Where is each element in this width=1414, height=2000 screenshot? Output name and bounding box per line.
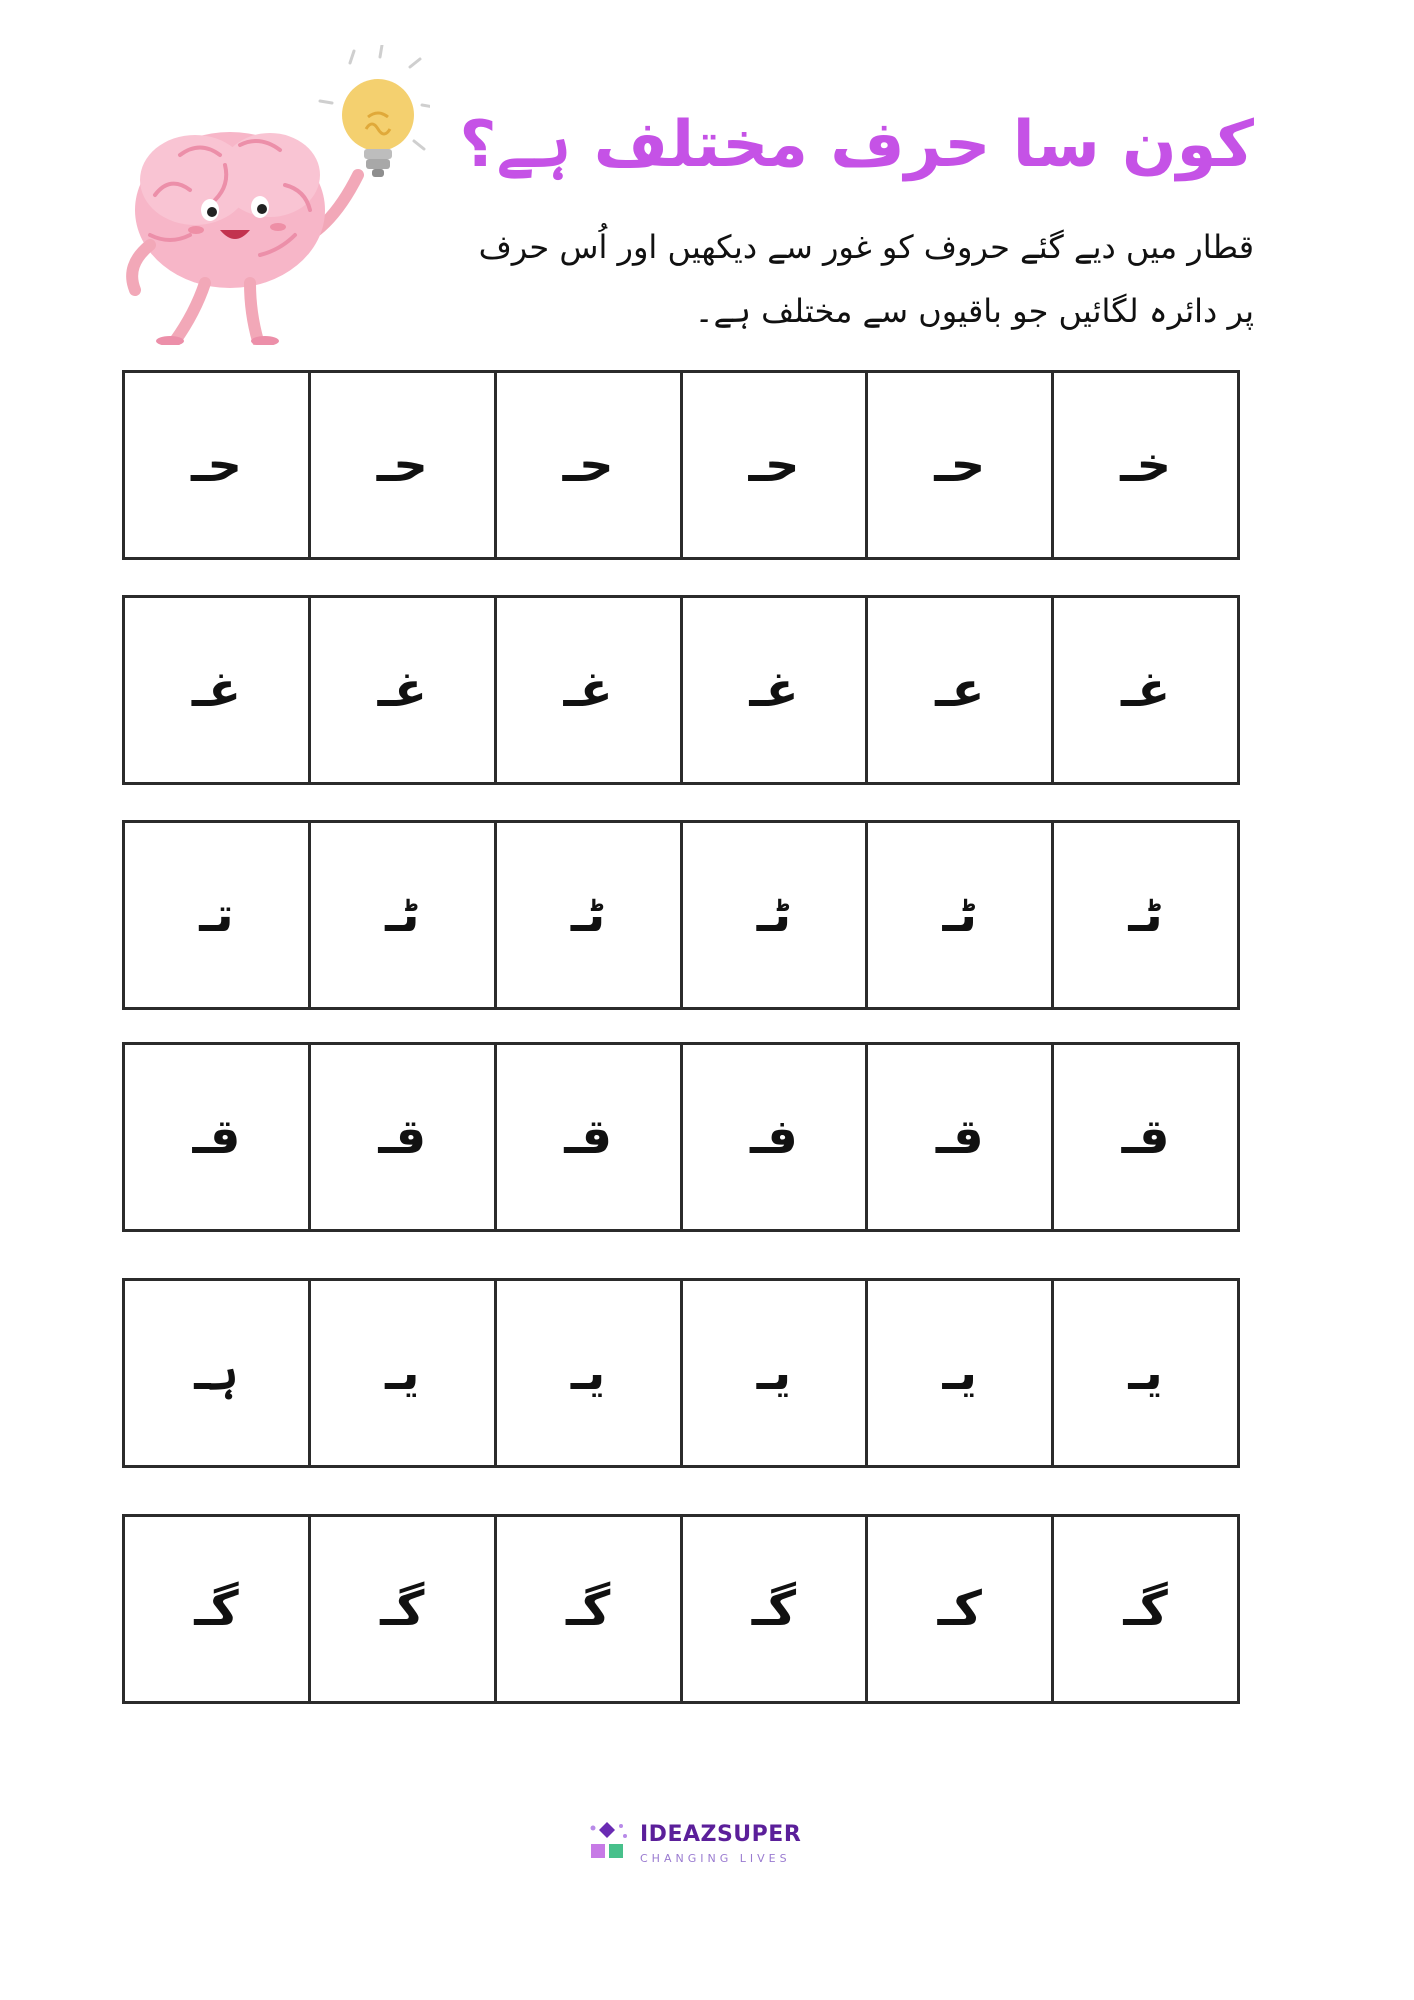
letter-cell[interactable]: گـ	[494, 1517, 680, 1701]
letter-cell[interactable]: قـ	[494, 1045, 680, 1229]
brand-name: IDEAZSUPER	[640, 1822, 802, 1847]
letter-row-4	[122, 1042, 1240, 1232]
letter-cell[interactable]: غـ	[1051, 598, 1237, 782]
letter-cell[interactable]: یـ	[1051, 1281, 1237, 1465]
letter-cell[interactable]: حـ	[494, 373, 680, 557]
letter-cell[interactable]: حـ	[190, 437, 242, 493]
letter-cell[interactable]: گـ	[194, 1581, 239, 1637]
letter-row-6	[122, 1514, 1240, 1704]
letter-cell[interactable]: قـ	[865, 1045, 1051, 1229]
letter-cell[interactable]: تـ	[199, 887, 234, 943]
letter-cell[interactable]: گـ	[680, 1517, 866, 1701]
letter-cell[interactable]: کـ	[865, 1517, 1051, 1701]
letter-cell[interactable]: یـ	[308, 1281, 494, 1465]
letter-cell[interactable]: ٹـ	[494, 823, 680, 1007]
letter-cell[interactable]: گـ	[308, 1517, 494, 1701]
letter-cell[interactable]: گـ	[1051, 1517, 1237, 1701]
letter-row-3	[122, 820, 1240, 1010]
letter-cell[interactable]: قـ	[308, 1045, 494, 1229]
letter-row-2	[122, 595, 1240, 785]
worksheet-instructions	[334, 215, 1254, 343]
letter-cell[interactable]: حـ	[680, 373, 866, 557]
brand-mark-icon	[585, 1818, 635, 1868]
instruction-line-2: پر دائرہ لگائیں جو باقیوں سے مختلف ہے۔	[694, 292, 1254, 330]
letter-cell[interactable]: ٹـ	[308, 823, 494, 1007]
letter-cell[interactable]: ٹـ	[865, 823, 1051, 1007]
letter-cell[interactable]: قـ	[1051, 1045, 1237, 1229]
letter-cell[interactable]: حـ	[308, 373, 494, 557]
letter-cell[interactable]: غـ	[308, 598, 494, 782]
worksheet-title: کون سا حرف مختلف ہے؟	[459, 108, 1254, 182]
letter-cell[interactable]: یـ	[680, 1281, 866, 1465]
letter-cell[interactable]: ہـ	[194, 1345, 239, 1401]
letter-cell[interactable]: خـ	[1051, 373, 1237, 557]
letter-cell[interactable]: قـ	[192, 1109, 241, 1165]
letter-cell[interactable]: غـ	[494, 598, 680, 782]
letter-cell[interactable]: غـ	[191, 662, 242, 718]
letter-row-5	[122, 1278, 1240, 1468]
letter-row-1	[122, 370, 1240, 560]
letter-cell[interactable]: حـ	[865, 373, 1051, 557]
letter-cell[interactable]: یـ	[865, 1281, 1051, 1465]
letter-cell[interactable]: یـ	[494, 1281, 680, 1465]
letter-cell[interactable]: فـ	[680, 1045, 866, 1229]
letter-cell[interactable]: عـ	[865, 598, 1051, 782]
letter-cell[interactable]: ٹـ	[1051, 823, 1237, 1007]
brand-tagline: CHANGING LIVES	[640, 1852, 791, 1865]
brand-logo	[585, 1818, 835, 1878]
letter-cell[interactable]: غـ	[680, 598, 866, 782]
instruction-line-1: قطار میں دیے گئے حروف کو غور سے دیکھیں اور اُس حرف	[478, 228, 1254, 266]
letter-cell[interactable]: ٹـ	[680, 823, 866, 1007]
